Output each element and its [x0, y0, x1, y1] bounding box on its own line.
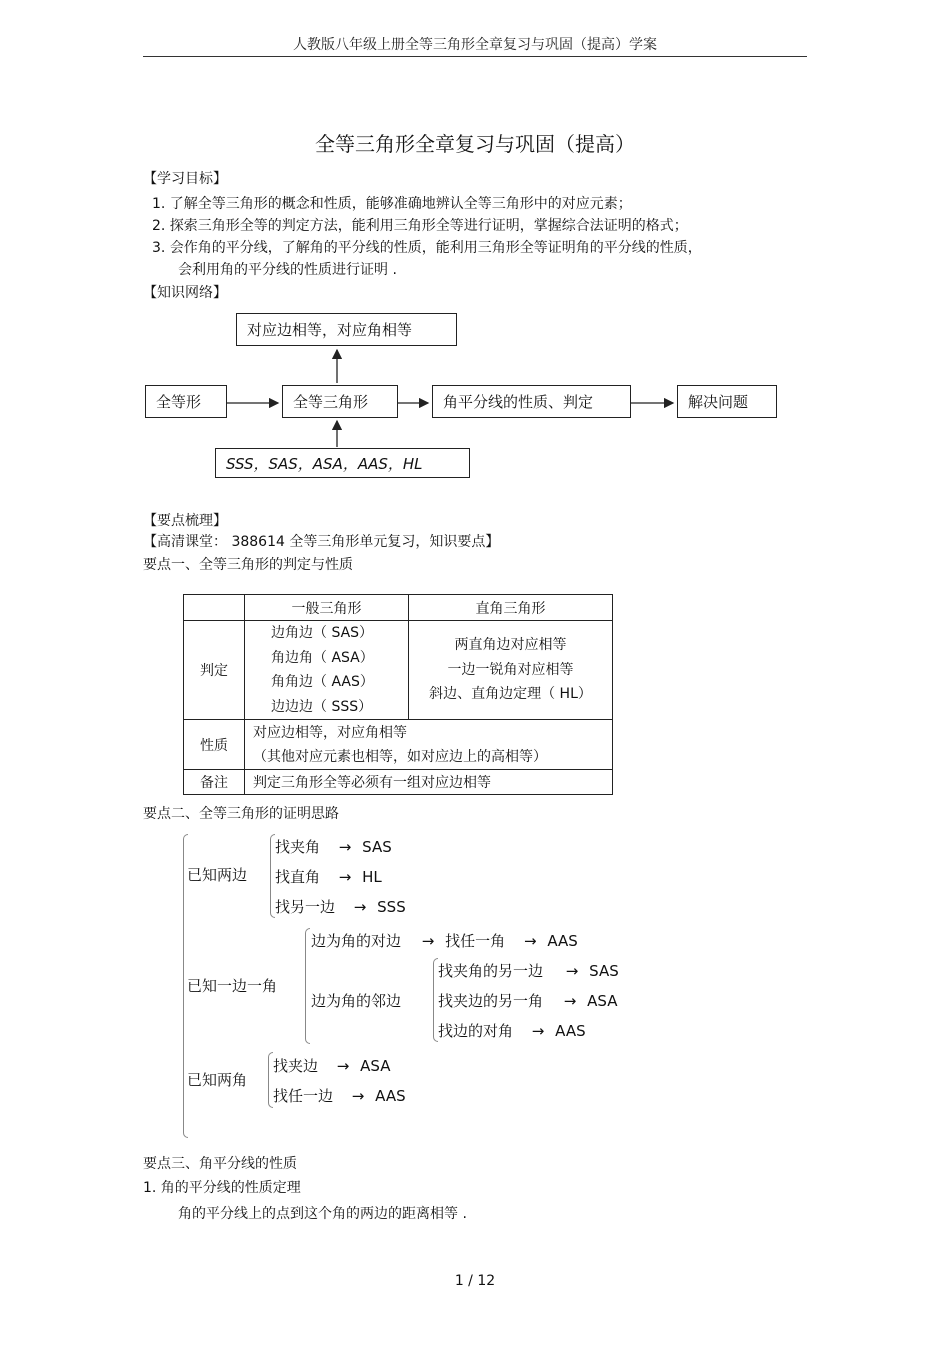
- adjacent-item-3: [438, 1020, 586, 1041]
- item-text: 找直角: [275, 868, 321, 886]
- arrow-icon: →: [565, 962, 579, 980]
- network-box-far-right: 解决问题: [677, 385, 777, 418]
- arrow-icon: →: [531, 1022, 545, 1040]
- row-note: 备注: [184, 770, 245, 795]
- col-general: 一般三角形: [245, 595, 409, 621]
- item-result: AAS: [555, 1022, 586, 1040]
- item-text: 找另一边: [275, 898, 336, 916]
- item-text: 找夹角的另一边: [438, 962, 544, 980]
- item-text: 找夹边的另一角: [438, 992, 544, 1010]
- arrow-icon: →: [421, 932, 435, 950]
- opposite-side-row: [311, 930, 578, 951]
- item-mid: 找任一角: [445, 932, 506, 950]
- course-reference: 【高清课堂： 388614 全等三角形单元复习，知识要点】: [143, 534, 500, 550]
- arrow-icon: →: [338, 868, 352, 886]
- arrow-icon: →: [336, 1057, 350, 1075]
- network-box-right: 角平分线的性质、判定: [432, 385, 631, 418]
- item-result: AAS: [547, 932, 578, 950]
- row-judge: 判定: [184, 621, 245, 720]
- two-angles-item-2: [273, 1085, 406, 1106]
- page-header: 人教版八年级上册全等三角形全章复习与巩固（提高）学案: [293, 37, 657, 53]
- point-3-heading: 要点三、角平分线的性质: [143, 1156, 297, 1172]
- bisector-subheading: 1. 角的平分线的性质定理: [143, 1180, 301, 1196]
- goal-item-2: 2. 探索三角形全等的判定方法，能利用三角形全等进行证明，掌握综合法证明的格式；: [152, 218, 688, 234]
- two-sides-label: 已知两边: [187, 866, 248, 884]
- row-property: 性质: [184, 720, 245, 770]
- item-result: ASA: [587, 992, 618, 1010]
- item-text: 找任一边: [273, 1087, 334, 1105]
- points-heading: 【要点梳理】: [143, 513, 227, 529]
- general-criteria: [245, 621, 409, 720]
- right-criterion-1: 两直角边对应相等: [454, 637, 567, 654]
- property-line-2: （其他对应元素也相等，如对应边上的高相等）: [253, 748, 547, 765]
- page-title: 全等三角形全章复习与巩固（提高）: [315, 132, 635, 156]
- table-corner: [184, 595, 245, 621]
- goal-item-3: 3. 会作角的平分线，了解角的平分线的性质，能利用三角形全等证明角的平分线的性质，: [152, 240, 702, 256]
- right-criteria: [409, 621, 613, 720]
- criterion-asa: 角边角（ ASA）: [271, 649, 374, 666]
- item-result: SAS: [589, 962, 619, 980]
- arrow-icon: →: [351, 1087, 365, 1105]
- criterion-aas: 角角边（ AAS）: [271, 674, 374, 690]
- property-text: [245, 720, 613, 770]
- adjacent-item-1: [438, 960, 619, 981]
- right-criterion-2: 一边一锐角对应相等: [447, 661, 574, 678]
- item-text: 找边的对角: [438, 1022, 514, 1040]
- right-criterion-3: 斜边、直角边定理（ HL）: [429, 686, 592, 703]
- network-arrows: [0, 0, 950, 500]
- network-box-bottom: SSS，SAS，ASA，AAS，HL: [215, 448, 470, 478]
- point-1-heading: 要点一、全等三角形的判定与性质: [143, 557, 353, 573]
- goals-heading: 【学习目标】: [143, 171, 227, 187]
- point-2-heading: 要点二、全等三角形的证明思路: [143, 806, 339, 822]
- one-side-one-angle-label: 已知一边一角: [187, 977, 278, 995]
- two-angles-label: 已知两角: [187, 1071, 248, 1089]
- network-box-left: 全等形: [145, 385, 227, 418]
- two-sides-item-3: [275, 896, 406, 917]
- adjacent-item-2: [438, 990, 617, 1011]
- item-result: SAS: [362, 838, 392, 856]
- arrow-icon: →: [563, 992, 577, 1010]
- bisector-theorem: 角的平分线上的点到这个角的两边的距离相等 .: [178, 1206, 467, 1222]
- item-text: 边为角的对边: [311, 932, 402, 950]
- network-box-center: 全等三角形: [282, 385, 398, 418]
- item-result: ASA: [360, 1057, 391, 1075]
- page-number: 1 / 12: [454, 1273, 496, 1289]
- network-box-top: 对应边相等，对应角相等: [236, 313, 457, 346]
- criterion-sss: 边边边（ SSS）: [271, 698, 373, 715]
- note-text: 判定三角形全等必须有一组对应边相等: [245, 770, 613, 795]
- judgement-property-table: [183, 594, 613, 795]
- property-line-1: 对应边相等，对应角相等: [253, 724, 407, 741]
- adjacent-side-label: 边为角的邻边: [311, 992, 402, 1010]
- arrow-icon: →: [338, 838, 352, 856]
- item-text: 找夹边: [273, 1057, 319, 1075]
- two-sides-item-2: [275, 866, 382, 887]
- goal-item-3-cont: 会利用角的平分线的性质进行证明 .: [178, 262, 397, 278]
- two-angles-item-1: [273, 1055, 390, 1076]
- network-heading: 【知识网络】: [143, 285, 227, 301]
- two-sides-item-1: [275, 836, 392, 857]
- goal-item-1: 1. 了解全等三角形的概念和性质，能够准确地辨认全等三角形中的对应元素；: [152, 196, 632, 212]
- col-right: 直角三角形: [409, 595, 613, 621]
- item-result: HL: [362, 868, 382, 886]
- arrow-icon: →: [353, 898, 367, 916]
- criterion-sas: 边角边（ SAS）: [271, 625, 374, 641]
- item-text: 找夹角: [275, 838, 321, 856]
- arrow-icon: →: [523, 932, 537, 950]
- item-result: SSS: [377, 898, 406, 916]
- item-result: AAS: [375, 1087, 406, 1105]
- one-side-brace: [305, 928, 310, 1044]
